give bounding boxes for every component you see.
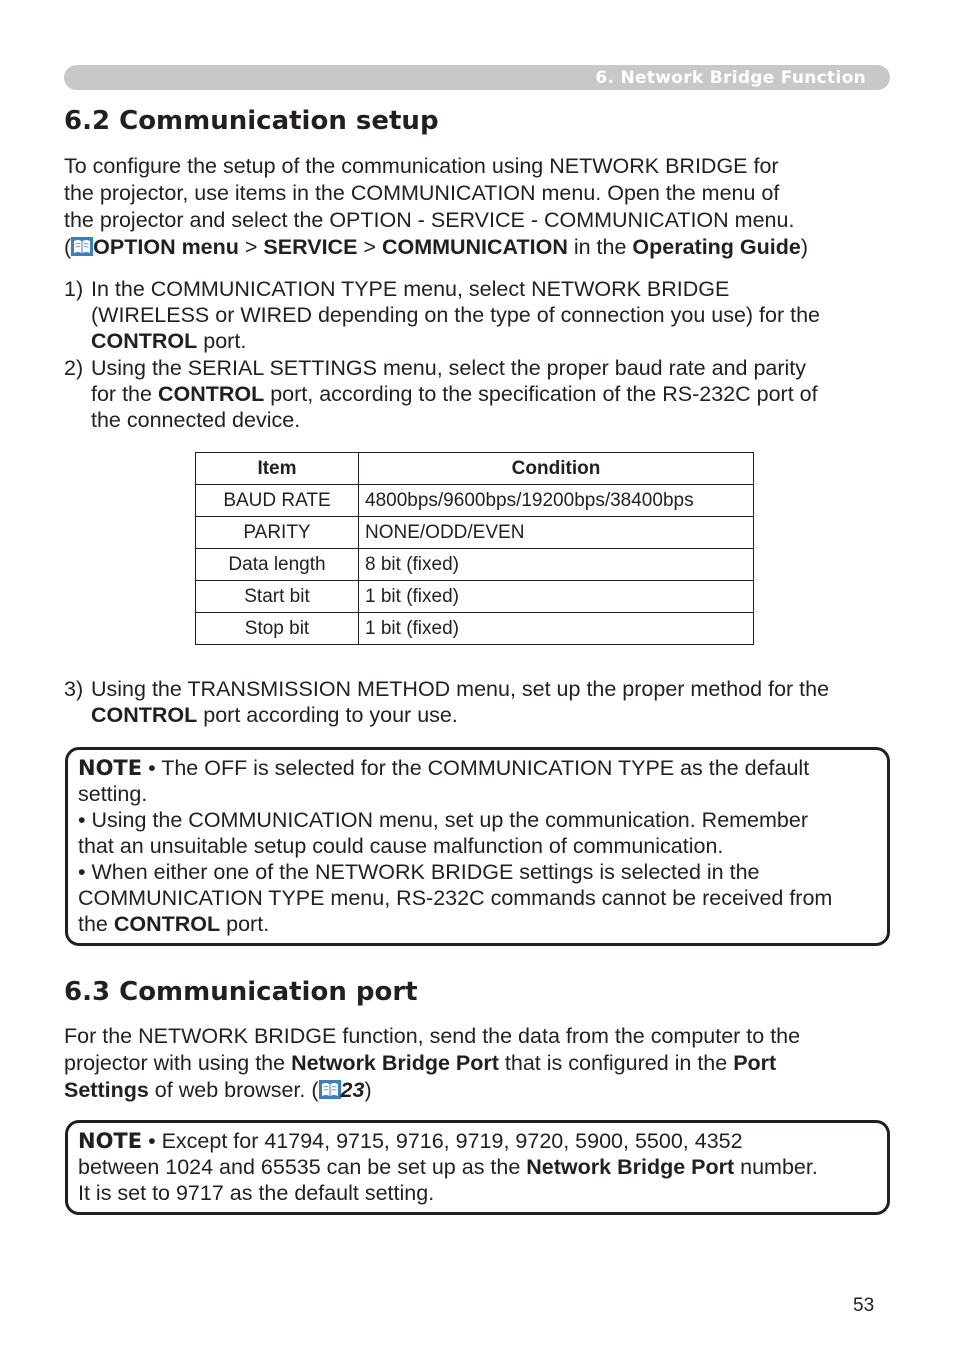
table-cell-condition: 1 bit (fixed) [359, 581, 754, 613]
network-bridge-port-bold: Network Bridge Port [526, 1155, 735, 1179]
table-cell-item: BAUD RATE [196, 485, 359, 517]
intro-line: To configure the setup of the communication using NETWORK BRIDGE for [64, 154, 779, 178]
step-text: port, according to the specification of the RS-232C port of [264, 382, 818, 406]
note-line: • When either one of the NETWORK BRIDGE settings is selected in the [78, 860, 760, 884]
port-line [64, 1050, 894, 1077]
note-line: • Using the COMMUNICATION menu, set up the communication. Remember [78, 808, 809, 832]
intro-paragraph [64, 153, 894, 261]
port-paragraph [64, 1023, 894, 1104]
port-text: ) [364, 1078, 372, 1102]
ref-separator: > [238, 235, 264, 259]
page-number: 53 [853, 1295, 875, 1316]
ref-operating-guide: Operating Guide [632, 235, 801, 259]
table-cell-item: Data length [196, 549, 359, 581]
note-line: that an unsuitable setup could cause malfunction of communication. [78, 834, 724, 858]
ref-option-menu: OPTION menu [93, 235, 239, 259]
note-text: • The OFF is selected for the COMMUNICATION TYPE as the default [142, 756, 810, 780]
table-cell-item: Start bit [196, 581, 359, 613]
ref-in-the: in the [567, 235, 633, 259]
step-number: 1) [64, 277, 84, 301]
ref-communication: COMMUNICATION [381, 235, 568, 259]
section-header-label: 6. Network Bridge Function [595, 68, 866, 88]
table-cell-condition: 1 bit (fixed) [359, 613, 754, 645]
step-line [91, 702, 884, 728]
port-line: For the NETWORK BRIDGE function, send the data from the computer to the [64, 1024, 801, 1048]
table-header-condition: Condition [359, 453, 754, 485]
step-3 [64, 676, 884, 728]
step-2 [64, 355, 884, 433]
note-line: COMMUNICATION TYPE menu, RS-232C commands cannot be received from [78, 886, 833, 910]
section-header-bar [64, 65, 890, 90]
note-line: setting. [78, 782, 148, 806]
step-line: the connected device. [91, 408, 301, 432]
note-text: number. [734, 1155, 818, 1179]
table-row [196, 485, 754, 517]
control-port-bold: CONTROL [157, 382, 265, 406]
step-line [91, 381, 884, 407]
control-port-bold: CONTROL [113, 912, 221, 936]
step-line: (WIRELESS or WIRED depending on the type of connection you use) for the [91, 303, 820, 327]
intro-line: the projector and select the OPTION - SERVICE - COMMUNICATION menu. [64, 208, 795, 232]
control-port-bold: CONTROL [91, 329, 198, 353]
note-line: It is set to 9717 as the default setting. [78, 1181, 435, 1205]
table-header-item: Item [196, 453, 359, 485]
step-number: 3) [64, 677, 84, 701]
reference-line [64, 234, 894, 261]
port-text: of web browser. ( [148, 1078, 319, 1102]
book-reference-icon [319, 1079, 341, 1098]
note-box-communication [65, 747, 890, 946]
step-1 [64, 276, 884, 354]
note-box-port [65, 1120, 890, 1215]
table-cell-item: PARITY [196, 517, 359, 549]
serial-settings-table [195, 452, 754, 645]
note-line [78, 911, 887, 937]
table-row [196, 613, 754, 645]
step-line: Using the TRANSMISSION METHOD menu, set up the proper method for the [91, 677, 830, 701]
note-line [78, 1154, 887, 1180]
ref-open: ( [64, 235, 72, 259]
note-text: between 1024 and 65535 can be set up as the [78, 1155, 527, 1179]
table-cell-item: Stop bit [196, 613, 359, 645]
port-line [64, 1077, 894, 1104]
control-port-bold: CONTROL [91, 703, 198, 727]
note-line [78, 1128, 887, 1154]
step-text: for the [91, 382, 158, 406]
table-row [196, 581, 754, 613]
section-title-communication-setup: 6.2 Communication setup [64, 106, 439, 136]
ref-close: ) [800, 235, 809, 259]
table-cell-condition: NONE/ODD/EVEN [359, 517, 754, 549]
note-text: port. [220, 912, 270, 936]
table-header-row [196, 453, 754, 485]
page-reference: 23 [340, 1078, 365, 1102]
table-row [196, 517, 754, 549]
note-label: NOTE [78, 756, 143, 780]
note-line [78, 755, 887, 781]
port-settings-bold: Settings [64, 1078, 149, 1102]
step-number: 2) [64, 356, 84, 380]
port-text: that is configured in the [498, 1051, 734, 1075]
step-text: port according to your use. [197, 703, 458, 727]
port-settings-bold: Port [733, 1051, 777, 1075]
note-text: the [78, 912, 114, 936]
ref-separator: > [357, 235, 382, 259]
note-label: NOTE [78, 1129, 143, 1153]
ref-service: SERVICE [263, 235, 358, 259]
note-text: • Except for 41794, 9715, 9716, 9719, 9720, 5900, 5500, 4352 [142, 1129, 743, 1153]
table-row [196, 549, 754, 581]
network-bridge-port-bold: Network Bridge Port [291, 1051, 499, 1075]
step-line: In the COMMUNICATION TYPE menu, select NETWORK BRIDGE [91, 277, 730, 301]
table-cell-condition: 4800bps/9600bps/19200bps/38400bps [359, 485, 754, 517]
intro-line: the projector, use items in the COMMUNICATION menu. Open the menu of [64, 181, 780, 205]
step-text: port. [197, 329, 247, 353]
step-line: Using the SERIAL SETTINGS menu, select the proper baud rate and parity [91, 356, 807, 380]
table-cell-condition: 8 bit (fixed) [359, 549, 754, 581]
book-reference-icon [71, 236, 93, 255]
step-line [91, 328, 884, 354]
port-text: projector with using the [64, 1051, 292, 1075]
section-title-communication-port: 6.3 Communication port [64, 977, 418, 1007]
